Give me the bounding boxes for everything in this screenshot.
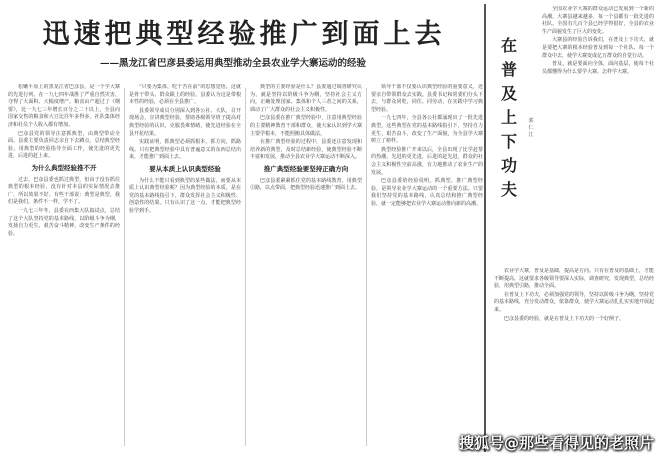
- column-divider: [245, 88, 246, 446]
- side-article-title: [494, 34, 524, 202]
- article-paragraph: 领导干部不仅要认识典型经验的重要意义，还要亲自带领群众去实践。县委书记和常委们分头下去，与群众同吃、同住、同劳动，在实践中学习典型经验。: [371, 84, 483, 113]
- article-columns: [4, 84, 483, 450]
- column-divider: [366, 88, 367, 446]
- side-paragraph: 农业学大寨，普及是基础，提高是方向。只有在普及的基础上，才能不断提高。这就要求各级领导要深入实际，调查研究，发现典型，总结经验，用典型引路，推动全面。: [494, 268, 654, 290]
- title-char: 功: [500, 156, 517, 175]
- article-paragraph: “只要为集体，吃干苦在前”的思想觉悟。这就是骨干带头、群众跟上的经验。县委认为这是带根本性的经验，必须在全县推广。: [129, 84, 241, 106]
- article-column: [250, 84, 362, 450]
- main-article: [4, 6, 483, 452]
- article-column: [371, 84, 483, 450]
- article-paragraph: 松嫩平原上的黑龙江省巴彦县，是一个学大寨的先进行列。在一九七四年战胜了严重自然灾害，夺得了大面积、大幅度增产。粮食亩产超过了《纲要》，比一九七三年增长百分之二十以上。全县向国家交售的粮食和大豆比往年多得多，社队集体经济和社员个人收入都有增加。: [8, 84, 120, 128]
- article-column: [8, 84, 120, 450]
- article-paragraph: 县委领导成员分别深入到各公社、大队，召开现场会，宣讲典型经验，帮助各级领导班子提高对典型经验的认识，克服畏难情绪，使先进经验在全县开花结果。: [129, 107, 241, 137]
- watermark: 搜狐号@那些看得见的老照片: [458, 434, 654, 452]
- title-char: 夫: [500, 180, 517, 199]
- article-paragraph: 实践证明，抓典型必须抓根本，抓方向，抓路线。只有把典型经验中具有普遍意义的东西总结出来，才能推广到面上去。: [129, 139, 241, 161]
- article-paragraph: 在推广典型经验的过程中，县委还注意发现和培养新的典型，及时总结新经验，使典型经验不断丰富和发展，推动全县农业学大寨运动不断深入。: [250, 139, 362, 161]
- headline: 迅速把典型经验推广到面上去: [42, 19, 446, 50]
- title-char: 普: [500, 60, 517, 79]
- side-paragraph: 普及，就是要面向全体，面向基层，使每个社员都懂得为什么要学大寨、怎样学大寨。: [542, 61, 654, 75]
- side-article: [490, 6, 658, 452]
- side-article-byline: [526, 118, 536, 139]
- byline-char: 郭: [528, 118, 534, 124]
- article-paragraph: 巴彦县党的领导注意抓典型，由典型带动全面。县委主要负责同志亲自下去蹲点，总结典型经验，用典型的经验指导全面工作，使先进的更先进，后进的赶上来。: [8, 130, 120, 160]
- side-paragraph: 在普及上下功夫，必须加强党的领导，坚持以阶级斗争为纲，坚持党的基本路线，充分发动群众，依靠群众，使学大寨运动扎扎实实地开展起来。: [494, 291, 654, 313]
- article-paragraph: 为什么不能只看到典型的某些做法，而要从本质上认识典型经验呢？因为典型经验的本质，是在党的基本路线指引下，群众发挥社会主义积极性、创造性的结果。只有认识了这一点，才能把典型经验学到手。: [129, 177, 241, 214]
- article-paragraph: 巴彦县委在推广典型经验中，注意用典型经验的主要精神教育干部和群众，使大家认识到学大寨主要学根本，不能照搬具体做法。: [250, 115, 362, 137]
- section-heading: 为什么典型经验推不开: [31, 163, 97, 172]
- article-paragraph: 典型经验推广开来以后，全县出现了比学赶帮的热潮。先进的更先进，后进的赶先进，群众的社会主义积极性空前高涨，有力地推动了农业生产的发展。: [371, 146, 483, 176]
- byline-char: 仁: [528, 125, 534, 131]
- side-paragraph: 大寨县的经验告诉我们，在普及上下功夫，就是要把大寨的根本经验普及到每一个社队、每一个群众中去，使学大寨变成亿万群众的自觉行动。: [542, 37, 654, 59]
- title-char: 上: [500, 108, 517, 127]
- side-paragraph: 巴彦县委的经验，就是在普及上下功夫的一个好例子。: [504, 315, 625, 322]
- side-paragraph: 全国农业学大寨的群众运动已发展到一个新的高潮。大寨县越来越多，每一个县都有一批先进的社队。全国有几百个县已经学得很好，全县的农业生产面貌发生了巨大的变化。: [542, 6, 654, 35]
- subheadline: ——黑龙江省巴彦县委运用典型推动全县农业学大寨运动的经验: [100, 58, 367, 69]
- article-divider: [484, 4, 486, 452]
- side-article-text-bottom: [494, 268, 654, 452]
- title-char: 在: [500, 36, 517, 55]
- title-char: 及: [500, 84, 517, 103]
- title-char: 下: [500, 132, 517, 151]
- article-paragraph: 典型的主要经验是什么？县委通过调查研究认为，就是坚持以阶级斗争为纲，坚持社会主义方向。正确处理国家、集体和个人三者之间的关系，调动了广大群众的社会主义积极性。: [250, 84, 362, 113]
- column-divider: [124, 88, 125, 446]
- article-paragraph: 巴彦县委的经验说明，抓典型，推广典型经验，是领导农业学大寨运动的一个重要方法。只要我们坚持党的基本路线，认真总结和推广典型经验，就一定能够把农业学大寨运动推向新的高潮。: [371, 178, 483, 207]
- article-paragraph: 一九七四年，全县各公社都涌现出了一批先进典型。这些典型在党的基本路线指引下，坚持自力更生，艰苦奋斗，改变了生产面貌，为全县学大寨树立了榜样。: [371, 115, 483, 145]
- article-paragraph: 巴彦县委紧紧抓住党的基本路线教育，用典型引路，以点带面，把典型经验迅速推广到面上去。: [250, 177, 362, 192]
- article-column: [129, 84, 241, 450]
- section-heading: 要从本质上认识典型经验: [149, 164, 221, 173]
- side-article-text-top: [542, 6, 654, 264]
- article-paragraph: 一九七三年冬，县委在西集大队搞试点，总结了这个大队坚持党的基本路线，以阶级斗争为纲，发扬自力更生、艰苦奋斗精神，改变生产条件的经验。: [8, 207, 120, 237]
- article-paragraph: 过去，巴彦县委也抓过典型，但由于没有抓住典型的根本经验，没有针对本县的实际情况去推广，所以效果不好。有些干部说：典型是典型，我们是我们，条件不一样，学不了。: [8, 176, 120, 206]
- byline-char: 江: [528, 132, 534, 138]
- section-heading: 推广典型经验要坚持正确方向: [263, 164, 349, 173]
